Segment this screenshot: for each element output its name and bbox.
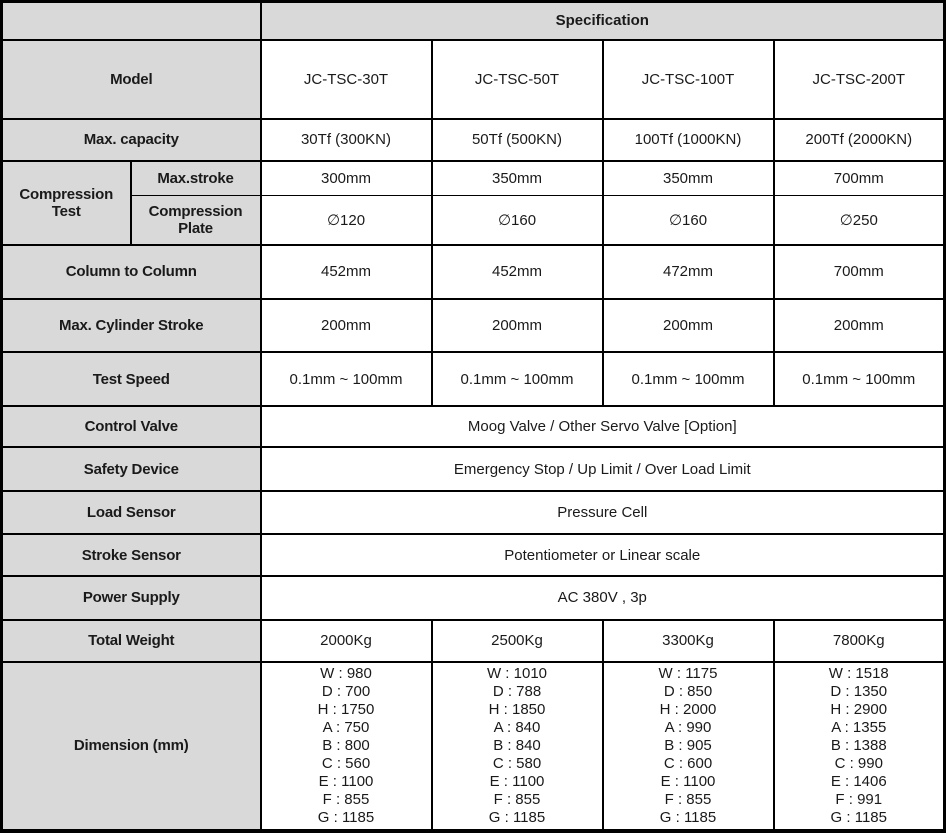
table-row-dimension xyxy=(2,662,945,831)
safety-device-value: Emergency Stop / Up Limit / Over Load Limit xyxy=(261,447,945,491)
row-label-model: Model xyxy=(2,40,261,119)
max-cylinder-stroke-value: 200mm xyxy=(432,299,603,352)
table-row-test-speed xyxy=(2,352,945,406)
model-value: JC-TSC-200T xyxy=(774,40,945,119)
row-label-stroke-sensor: Stroke Sensor xyxy=(2,534,261,576)
compression-plate-value: ∅120 xyxy=(261,196,432,245)
max-capacity-value: 30Tf (300KN) xyxy=(261,119,432,161)
max-capacity-value: 50Tf (500KN) xyxy=(432,119,603,161)
table-row-max-stroke xyxy=(2,161,945,196)
dimension-value: W : 1175 D : 850 H : 2000 A : 990 B : 905 C : 600 E : 1100 F : 855 G : 1185 xyxy=(603,662,774,831)
total-weight-value: 2500Kg xyxy=(432,620,603,662)
total-weight-value: 2000Kg xyxy=(261,620,432,662)
row-label-total-weight: Total Weight xyxy=(2,620,261,662)
max-cylinder-stroke-value: 200mm xyxy=(261,299,432,352)
table-row-header xyxy=(2,2,945,40)
test-speed-value: 0.1mm ~ 100mm xyxy=(774,352,945,406)
dimension-value: W : 980 D : 700 H : 1750 A : 750 B : 800 C : 560 E : 1100 F : 855 G : 1185 xyxy=(261,662,432,831)
compression-plate-value: ∅160 xyxy=(432,196,603,245)
model-value: JC-TSC-30T xyxy=(261,40,432,119)
table-row-compression-plate xyxy=(2,196,945,245)
total-weight-value: 3300Kg xyxy=(603,620,774,662)
table-row-column-to-column xyxy=(2,245,945,299)
max-stroke-value: 350mm xyxy=(432,161,603,196)
table-title: Specification xyxy=(261,2,945,40)
max-capacity-value: 100Tf (1000KN) xyxy=(603,119,774,161)
row-label-column-to-column: Column to Column xyxy=(2,245,261,299)
table-row-max-cylinder-stroke xyxy=(2,299,945,352)
load-sensor-value: Pressure Cell xyxy=(261,491,945,534)
max-cylinder-stroke-value: 200mm xyxy=(774,299,945,352)
max-stroke-value: 300mm xyxy=(261,161,432,196)
table-row-max-capacity xyxy=(2,119,945,161)
max-stroke-value: 700mm xyxy=(774,161,945,196)
table-row-power-supply xyxy=(2,576,945,619)
column-to-column-value: 472mm xyxy=(603,245,774,299)
column-to-column-value: 452mm xyxy=(261,245,432,299)
row-label-max-capacity: Max. capacity xyxy=(2,119,261,161)
row-label-max-stroke: Max.stroke xyxy=(131,161,261,196)
table-row-control-valve xyxy=(2,406,945,447)
column-to-column-value: 452mm xyxy=(432,245,603,299)
max-capacity-value: 200Tf (2000KN) xyxy=(774,119,945,161)
table-row-safety-device xyxy=(2,447,945,491)
max-stroke-value: 350mm xyxy=(603,161,774,196)
row-label-compression-plate: Compression Plate xyxy=(131,196,261,245)
table-row-stroke-sensor xyxy=(2,534,945,576)
row-label-control-valve: Control Valve xyxy=(2,406,261,447)
row-label-test-speed: Test Speed xyxy=(2,352,261,406)
total-weight-value: 7800Kg xyxy=(774,620,945,662)
control-valve-value: Moog Valve / Other Servo Valve [Option] xyxy=(261,406,945,447)
row-label-power-supply: Power Supply xyxy=(2,576,261,619)
row-label-load-sensor: Load Sensor xyxy=(2,491,261,534)
corner-cell xyxy=(2,2,261,40)
row-label-compression-test: Compression Test xyxy=(2,161,131,245)
column-to-column-value: 700mm xyxy=(774,245,945,299)
compression-plate-value: ∅250 xyxy=(774,196,945,245)
compression-plate-value: ∅160 xyxy=(603,196,774,245)
dimension-value: W : 1010 D : 788 H : 1850 A : 840 B : 840 C : 580 E : 1100 F : 855 G : 1185 xyxy=(432,662,603,831)
power-supply-value: AC 380V , 3p xyxy=(261,576,945,619)
model-value: JC-TSC-100T xyxy=(603,40,774,119)
row-label-dimension: Dimension (mm) xyxy=(2,662,261,831)
stroke-sensor-value: Potentiometer or Linear scale xyxy=(261,534,945,576)
row-label-max-cylinder-stroke: Max. Cylinder Stroke xyxy=(2,299,261,352)
row-label-safety-device: Safety Device xyxy=(2,447,261,491)
table-row-model xyxy=(2,40,945,119)
test-speed-value: 0.1mm ~ 100mm xyxy=(603,352,774,406)
test-speed-value: 0.1mm ~ 100mm xyxy=(261,352,432,406)
table-row-total-weight xyxy=(2,620,945,662)
max-cylinder-stroke-value: 200mm xyxy=(603,299,774,352)
test-speed-value: 0.1mm ~ 100mm xyxy=(432,352,603,406)
model-value: JC-TSC-50T xyxy=(432,40,603,119)
table-row-load-sensor xyxy=(2,491,945,534)
dimension-value: W : 1518 D : 1350 H : 2900 A : 1355 B : 1388 C : 990 E : 1406 F : 991 G : 1185 xyxy=(774,662,945,831)
